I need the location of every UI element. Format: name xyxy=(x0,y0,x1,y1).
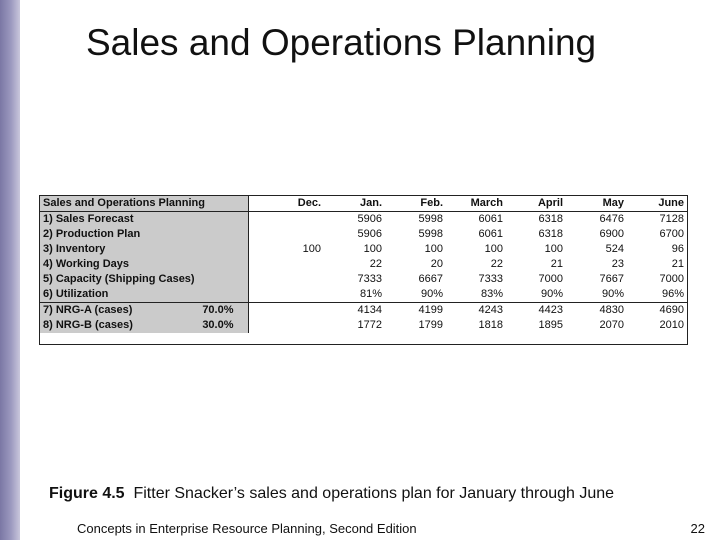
row-percent: 30.0% xyxy=(172,318,248,333)
table-cell: 4199 xyxy=(385,303,446,319)
table-cell: 23 xyxy=(611,258,625,270)
table-cell: 1818 xyxy=(478,319,504,331)
table-cell: 7128 xyxy=(659,213,685,225)
row-label: 6) Utilization xyxy=(40,287,248,303)
table-cell: 100 xyxy=(248,242,324,257)
row-label: 5) Capacity (Shipping Cases) xyxy=(40,272,248,287)
row-label: 1) Sales Forecast xyxy=(40,212,248,228)
table-cell: 20 xyxy=(430,258,444,270)
table-cell xyxy=(248,272,324,287)
table-cell: 6318 xyxy=(538,213,564,225)
table-row xyxy=(40,212,687,228)
table-cell: 100 xyxy=(544,243,564,255)
row-percent: 70.0% xyxy=(172,303,248,319)
table-cell: 5906 xyxy=(357,213,383,225)
table-cell: 7000 xyxy=(538,273,564,285)
table-cell: 6061 xyxy=(478,228,504,240)
table-cell: 4690 xyxy=(627,303,687,319)
table-cell: 4830 xyxy=(566,303,627,319)
table-row xyxy=(40,257,687,272)
table-cell: 100 xyxy=(424,243,444,255)
figure-number: Figure 4.5 xyxy=(49,485,125,502)
column-header-jan: Jan. xyxy=(324,196,385,212)
table-cell: 96 xyxy=(671,243,685,255)
table-cell: 6900 xyxy=(599,228,625,240)
slide-title: Sales and Operations Planning xyxy=(86,22,597,63)
table-cell: 6476 xyxy=(599,213,625,225)
table-cell: 83% xyxy=(480,288,504,300)
column-header-june: June xyxy=(627,196,687,212)
table-cell: 1895 xyxy=(538,319,564,331)
row-label: 2) Production Plan xyxy=(40,227,248,242)
figure-caption xyxy=(49,485,614,503)
table-row xyxy=(40,287,687,303)
table-cell: 90% xyxy=(420,288,444,300)
column-header-april: April xyxy=(506,196,566,212)
column-header-feb: Feb. xyxy=(385,196,446,212)
table-cell: 6061 xyxy=(478,213,504,225)
table-cell xyxy=(248,303,324,319)
table-cell: 7000 xyxy=(659,273,685,285)
sop-table xyxy=(40,196,687,333)
table-row xyxy=(40,272,687,287)
table-cell: 6667 xyxy=(418,273,444,285)
table-cell: 81% xyxy=(359,288,383,300)
table-cell: 5906 xyxy=(357,228,383,240)
table-cell: 1772 xyxy=(357,319,383,331)
table-row xyxy=(40,227,687,242)
table-row xyxy=(40,303,687,319)
table-header-label: Sales and Operations Planning xyxy=(40,196,248,212)
sidebar-accent-bar xyxy=(0,0,20,540)
table-cell: 5998 xyxy=(418,213,444,225)
table-cell: 22 xyxy=(369,258,383,270)
table-row xyxy=(40,318,687,333)
table-cell xyxy=(248,318,324,333)
table-header-row xyxy=(40,196,687,212)
table-cell: 1799 xyxy=(418,319,444,331)
footer-text: Concepts in Enterprise Resource Planning, Second Edition xyxy=(77,521,417,536)
table-cell: 90% xyxy=(540,288,564,300)
table-cell: 100 xyxy=(363,243,383,255)
table-cell: 7333 xyxy=(478,273,504,285)
table-cell: 96% xyxy=(661,288,685,300)
table-cell: 21 xyxy=(550,258,564,270)
row-label: 3) Inventory xyxy=(40,242,248,257)
row-label: 4) Working Days xyxy=(40,257,248,272)
column-header-may: May xyxy=(566,196,627,212)
column-header-march: March xyxy=(446,196,506,212)
table-cell xyxy=(248,227,324,242)
table-cell: 21 xyxy=(671,258,685,270)
table-cell: 4134 xyxy=(324,303,385,319)
table-cell: 7667 xyxy=(599,273,625,285)
table-cell: 6700 xyxy=(659,228,685,240)
table-cell xyxy=(248,287,324,303)
page-number: 22 xyxy=(690,521,705,536)
table-cell: 2010 xyxy=(659,319,685,331)
row-label: 7) NRG-A (cases) xyxy=(40,303,172,319)
table-row xyxy=(40,242,687,257)
table-cell: 4243 xyxy=(446,303,506,319)
table-cell: 22 xyxy=(490,258,504,270)
column-header-dec: Dec. xyxy=(248,196,324,212)
table-cell: 5998 xyxy=(418,228,444,240)
caption-text: Fitter Snacker’s sales and operations plan for January through June xyxy=(133,485,615,502)
table-cell: 100 xyxy=(484,243,504,255)
table-cell: 4423 xyxy=(506,303,566,319)
table-cell: 90% xyxy=(601,288,625,300)
table-cell xyxy=(248,257,324,272)
table-cell xyxy=(248,212,324,228)
table-cell: 524 xyxy=(605,243,625,255)
table-cell: 2070 xyxy=(599,319,625,331)
table-cell: 7333 xyxy=(357,273,383,285)
table-cell: 6318 xyxy=(538,228,564,240)
row-label: 8) NRG-B (cases) xyxy=(40,318,172,333)
